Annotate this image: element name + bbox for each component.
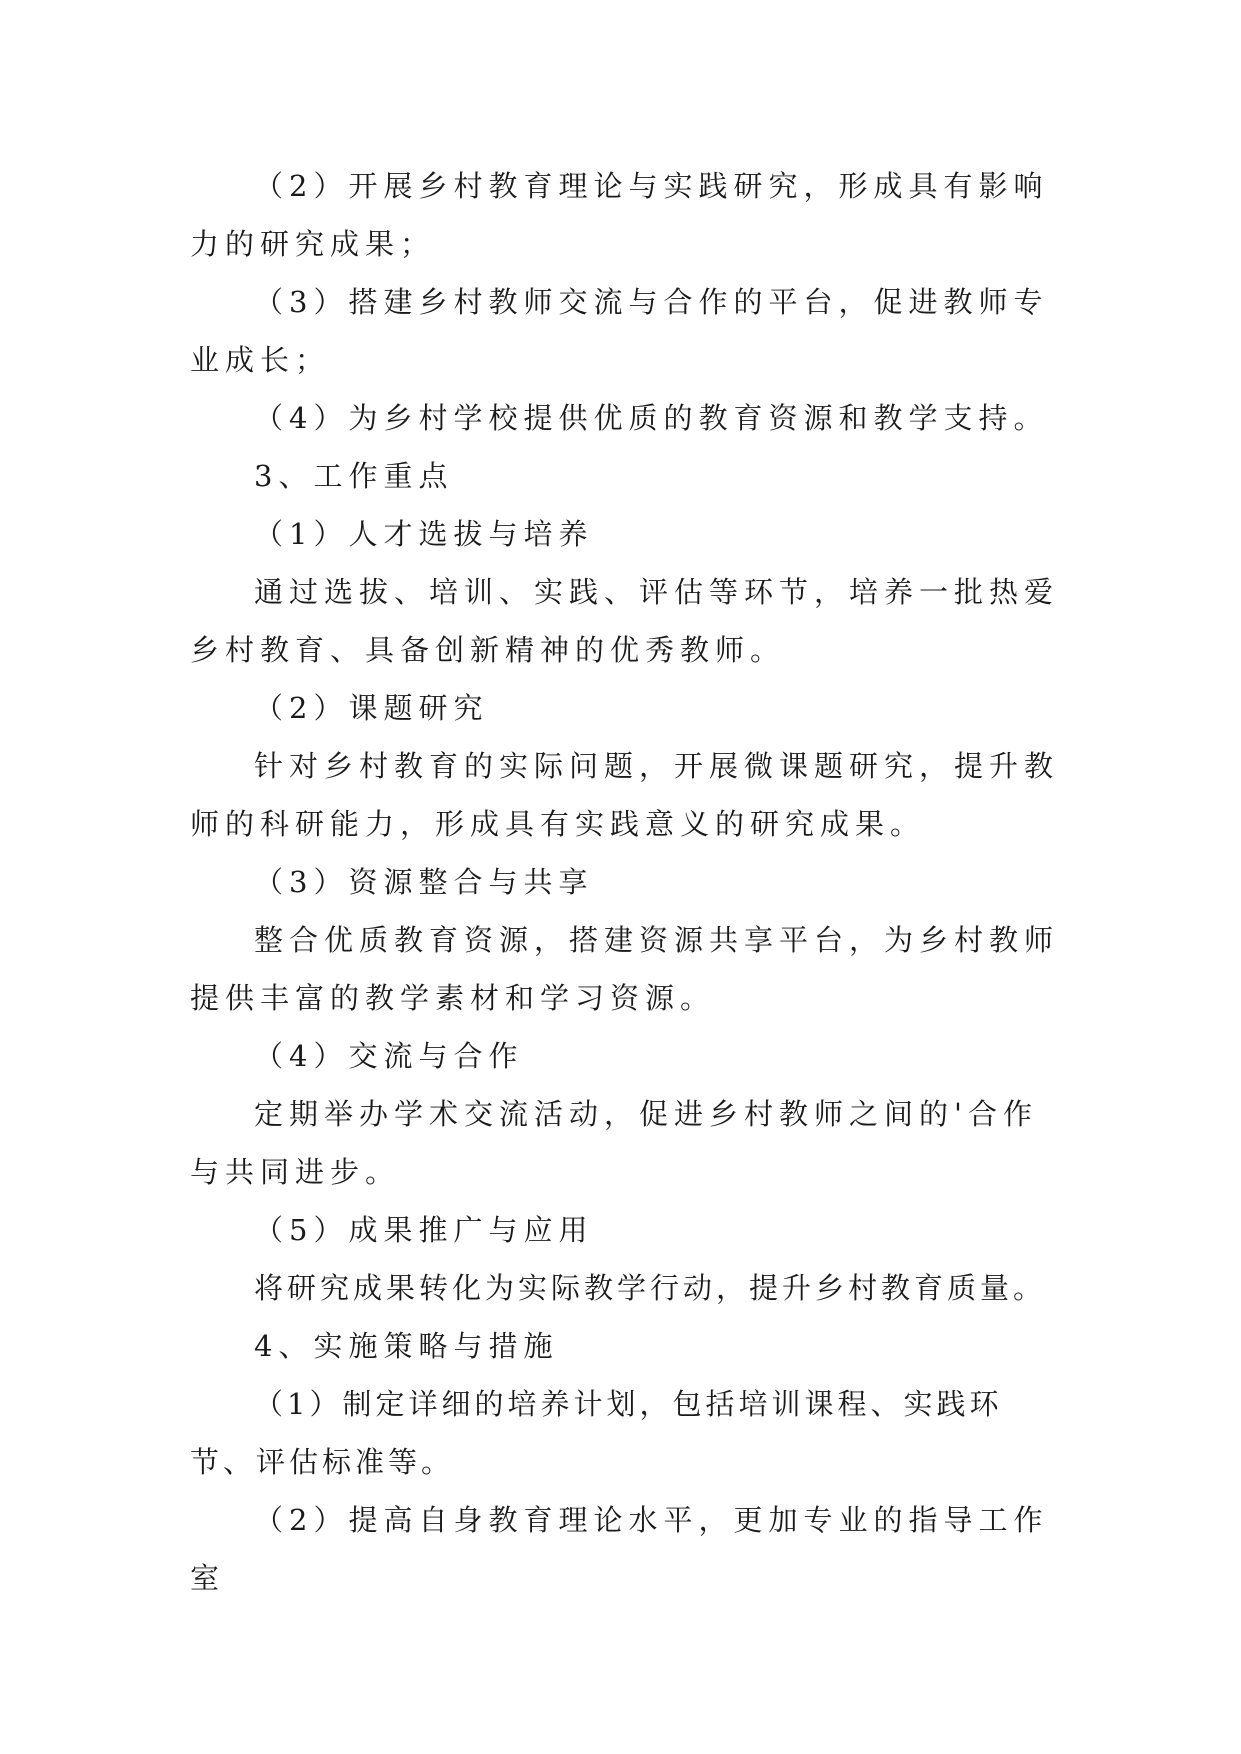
focus-text-4: 定期举办学术交流活动，促进乡村教师之间的'合作与共同进步。 xyxy=(190,1097,1038,1189)
focus-heading-2: （2）课题研究 xyxy=(254,691,489,725)
goal-item-2: （2）开展乡村教育理论与实践研究，形成具有影响力的研究成果； xyxy=(190,169,1049,261)
goal-item-3: （3）搭建乡村教师交流与合作的平台，促进教师专业成长； xyxy=(190,285,1049,377)
focus-heading-4: （4）交流与合作 xyxy=(254,1039,524,1073)
focus-text-5: 将研究成果转化为实际教学行动，提升乡村教育质量。 xyxy=(254,1271,1047,1305)
focus-text-1: 通过选拔、培训、实践、评估等环节，培养一批热爱乡村教育、具备创新精神的优秀教师。 xyxy=(190,575,1060,667)
strategy-item-1: （1）制定详细的培养计划，包括培训课程、实践环节、评估标准等。 xyxy=(190,1387,1003,1479)
section-heading-strategies: 4、实施策略与措施 xyxy=(254,1329,559,1363)
focus-text-2: 针对乡村教育的实际问题，开展微课题研究，提升教师的科研能力，形成具有实践意义的研究成果。 xyxy=(190,749,1060,841)
focus-text-3: 整合优质教育资源，搭建资源共享平台，为乡村教师提供丰富的教学素材和学习资源。 xyxy=(190,923,1060,1015)
focus-heading-5: （5）成果推广与应用 xyxy=(254,1213,594,1247)
document-body xyxy=(190,157,1060,1607)
focus-heading-3: （3）资源整合与共享 xyxy=(254,865,594,899)
focus-heading-1: （1）人才选拔与培养 xyxy=(254,517,594,551)
section-heading-work-focus: 3、工作重点 xyxy=(254,459,454,493)
strategy-item-2: （2）提高自身教育理论水平，更加专业的指导工作室 xyxy=(190,1503,1049,1595)
goal-item-4: （4）为乡村学校提供优质的教育资源和教学支持。 xyxy=(254,401,1049,435)
